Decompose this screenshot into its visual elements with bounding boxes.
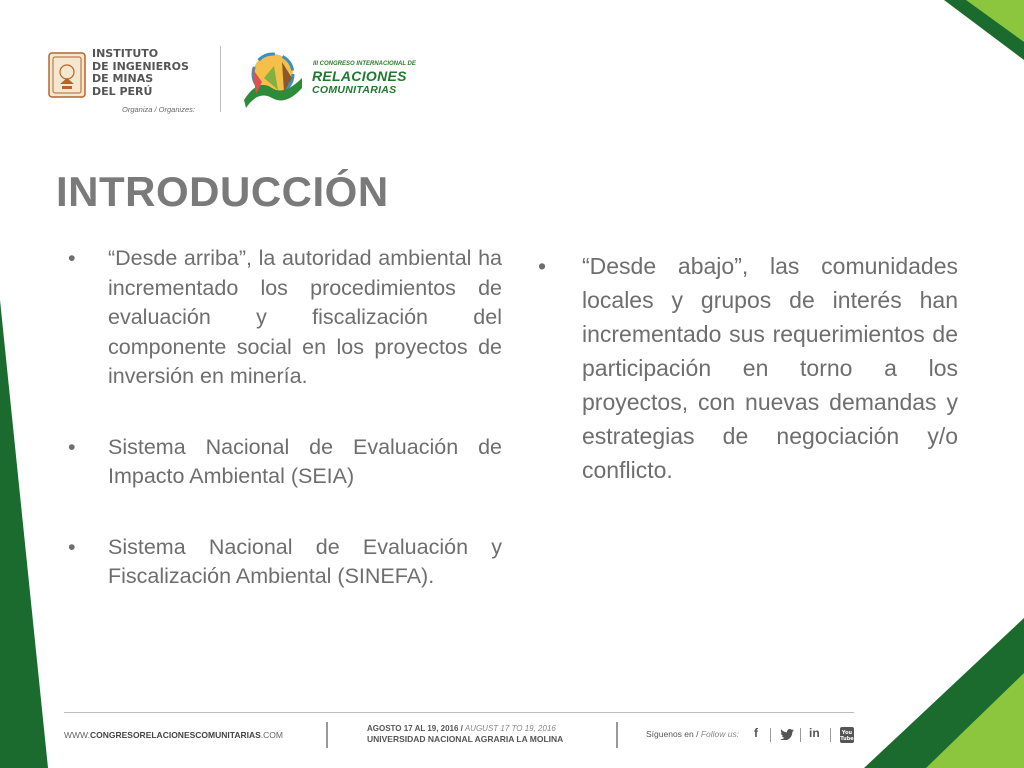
footer-separator-2	[616, 722, 618, 748]
date-es: AGOSTO 17 AL 19, 2016 /	[367, 724, 463, 733]
date-en: AUGUST 17 TO 19, 2016	[462, 724, 556, 733]
bullet-text: Sistema Nacional de Evaluación y Fiscalización Ambiental (SINEFA).	[108, 534, 502, 588]
left-bullet-list	[68, 244, 502, 592]
footer-divider	[64, 712, 854, 713]
page-title: INTRODUCCIÓN	[56, 168, 389, 215]
header-divider	[220, 46, 221, 112]
footer-website-link[interactable]	[64, 730, 283, 740]
institute-line-3: DE MINAS	[92, 72, 154, 85]
institute-logo-icon	[48, 52, 86, 98]
bullet-icon: •	[68, 246, 76, 270]
congress-subtitle: III CONGRESO INTERNACIONAL DE	[313, 61, 416, 67]
social-divider	[770, 728, 771, 742]
list-item	[68, 244, 502, 392]
institute-line-2: DE INGENIEROS	[92, 59, 189, 73]
bullet-icon: •	[68, 434, 76, 459]
list-item	[68, 433, 502, 492]
institute-line-4: DEL PERÚ	[92, 84, 153, 98]
url-suffix: .COM	[260, 730, 283, 740]
footer-separator-1	[326, 722, 328, 748]
footer-follow-label	[646, 729, 739, 739]
follow-es: Síguenos en /	[646, 729, 699, 739]
linkedin-icon[interactable]: in	[809, 726, 820, 740]
footer-university: UNIVERSIDAD NACIONAL AGRARIA LA MOLINA	[367, 734, 564, 744]
social-divider	[800, 728, 801, 742]
congress-title-2: COMUNITARIAS	[312, 84, 397, 96]
organizer-label: Organiza / Organizes:	[122, 105, 195, 114]
svg-text:Tube: Tube	[840, 736, 854, 742]
bullet-icon: •	[538, 253, 547, 279]
url-main: CONGRESORELACIONESCOMUNITARIAS	[89, 730, 261, 740]
bullet-text: “Desde arriba”, la autoridad ambiental ha incrementado los procedimientos de evaluación y fiscalización del componente social en los proyectos de inversión en minería.	[108, 246, 502, 388]
footer-date	[367, 724, 556, 733]
social-divider	[830, 728, 831, 742]
bullet-text: “Desde abajo”, las comunidades locales y grupos de interés han incrementado sus requerimientos de participación en torno a los proyectos, con nuevas demandas y estrategias de negociación y/o conflicto.	[582, 253, 958, 483]
url-prefix: WWW.	[64, 730, 90, 740]
list-item	[538, 249, 958, 487]
bottom-right-green-corner	[864, 618, 1024, 768]
youtube-icon[interactable]	[840, 727, 854, 743]
follow-en: Follow us:	[698, 729, 740, 739]
right-bullet-list	[538, 249, 958, 487]
congress-logo-icon	[238, 48, 308, 112]
facebook-icon[interactable]: f	[754, 726, 758, 740]
top-right-green-corner	[944, 0, 1024, 60]
congress-title-1: RELACIONES	[312, 68, 407, 84]
bullet-text: Sistema Nacional de Evaluación de Impacto Ambiental (SEIA)	[108, 434, 502, 488]
bullet-icon: •	[68, 534, 76, 559]
institute-line-1: INSTITUTO	[92, 47, 159, 60]
list-item	[68, 533, 502, 592]
twitter-icon[interactable]	[780, 729, 794, 740]
institute-name	[92, 48, 189, 98]
left-green-strip	[0, 300, 48, 768]
svg-text:You: You	[841, 730, 853, 736]
